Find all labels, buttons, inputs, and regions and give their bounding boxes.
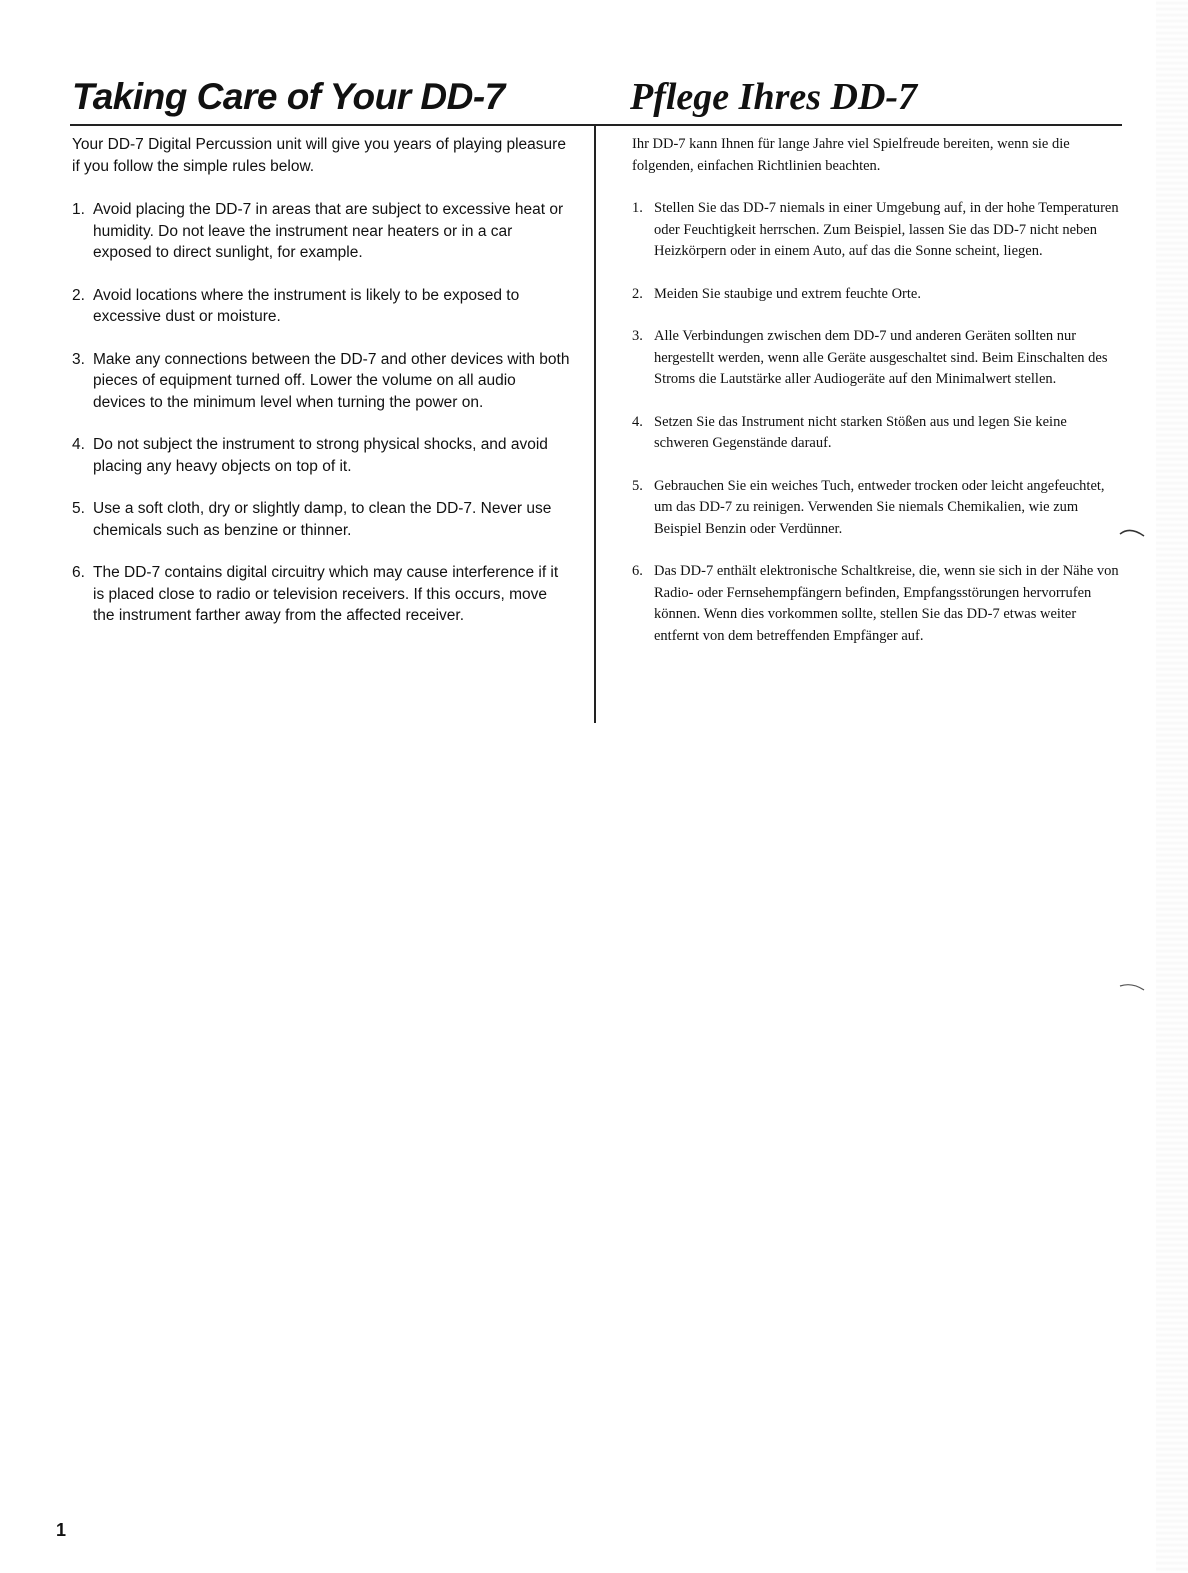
list-item (72, 199, 572, 264)
item-number: 6. (72, 564, 85, 581)
list-item (632, 326, 1122, 391)
item-text: Avoid locations where the instrument is likely to be exposed to excessive dust or moisture. (93, 286, 520, 325)
item-number: 4. (72, 436, 85, 453)
list-item (632, 284, 1122, 306)
item-text: Avoid placing the DD-7 in areas that are subject to excessive heat or humidity. Do not leave the instrument near heaters or in a car exposed to direct sunlight, for example. (93, 201, 564, 261)
item-number: 1. (632, 200, 643, 216)
header-rule (70, 124, 1122, 126)
page-number: 1 (56, 1520, 67, 1540)
english-intro: Your DD-7 Digital Percussion unit will give you years of playing pleasure if you follow the simple rules below. (72, 136, 566, 175)
item-number: 4. (632, 413, 643, 430)
list-item (72, 349, 572, 414)
german-column (632, 134, 1122, 668)
english-title: Taking Care of Your DD-7 (72, 76, 505, 117)
list-item (72, 498, 572, 541)
item-text: Stellen Sie das DD-7 niemals in einer Umgebung auf, in der hohe Temperaturen oder Feuchtigkeit herrschen. Zum Beispiel, lassen Sie das DD-7 nicht neben Heizkörpern oder in einem Auto, auf das die Sonne scheint, liegen. (654, 200, 1119, 259)
item-text: Alle Verbindungen zwischen dem DD-7 und anderen Geräten sollten nur hergestellt werden, wenn alle Geräte ausgeschaltet sind. Beim Einschalten des Stroms die Lautstärke aller Audiogeräte auf den Minimalwert stellen. (654, 328, 1108, 387)
german-intro: Ihr DD-7 kann Ihnen für lange Jahre viel Spielfreude bereiten, wenn sie die folgenden, einfachen Richtlinien beachten. (632, 136, 1070, 174)
item-text: Use a soft cloth, dry or slightly damp, to clean the DD-7. Never use chemicals such as benzine or thinner. (93, 500, 552, 539)
item-number: 2. (72, 286, 85, 304)
german-care-list (632, 198, 1122, 647)
item-text: Do not subject the instrument to strong physical shocks, and avoid placing any heavy objects on top of it. (93, 436, 548, 475)
scan-mark-icon (1118, 978, 1148, 994)
item-text: Das DD-7 enthält elektronische Schaltkreise, die, wenn sie sich in der Nähe von Radio- oder Fernsehempfängern befinden, Empfangsstörungen hervorrufen können. Wenn dies vorkommen sollte, stellen Sie das DD-7 etwas weiter entfernt von dem betreffenden Empfänger auf. (654, 563, 1119, 644)
item-number: 3. (72, 350, 85, 368)
column-divider (594, 126, 596, 723)
german-title: Pflege Ihres DD-7 (630, 76, 918, 118)
list-item (632, 198, 1122, 263)
item-text: Gebrauchen Sie ein weiches Tuch, entweder trocken oder leicht angefeuchtet, um das DD-7 zu reinigen. Verwenden Sie niemals Chemikalien, wie zum Beispiel Benzin oder Verdünner. (654, 477, 1105, 537)
list-item (72, 285, 572, 328)
item-text: Setzen Sie das Instrument nicht starken Stößen aus und legen Sie keine schweren Gegenstände darauf. (654, 413, 1067, 451)
item-number: 5. (632, 477, 643, 494)
list-item (632, 476, 1122, 541)
scan-mark-icon (1118, 524, 1148, 540)
item-number: 3. (632, 328, 643, 344)
list-item (632, 412, 1122, 455)
english-care-list (72, 199, 572, 627)
item-number: 2. (632, 285, 643, 302)
item-number: 6. (632, 563, 643, 579)
list-item (632, 561, 1122, 647)
item-number: 1. (72, 201, 85, 218)
item-number: 5. (72, 500, 85, 517)
item-text: The DD-7 contains digital circuitry which may cause interference if it is placed close to radio or television receivers. If this occurs, move the instrument farther away from the affected receiver. (93, 564, 559, 624)
list-item (72, 434, 572, 477)
item-text: Meiden Sie staubige und extrem feuchte Orte. (654, 285, 921, 302)
item-text: Make any connections between the DD-7 and other devices with both pieces of equipment turned off. Lower the volume on all audio devices to the minimum level when turning the power on. (93, 350, 570, 411)
scan-edge-artifact (1156, 0, 1188, 1573)
english-column (72, 134, 572, 648)
list-item (72, 562, 572, 627)
